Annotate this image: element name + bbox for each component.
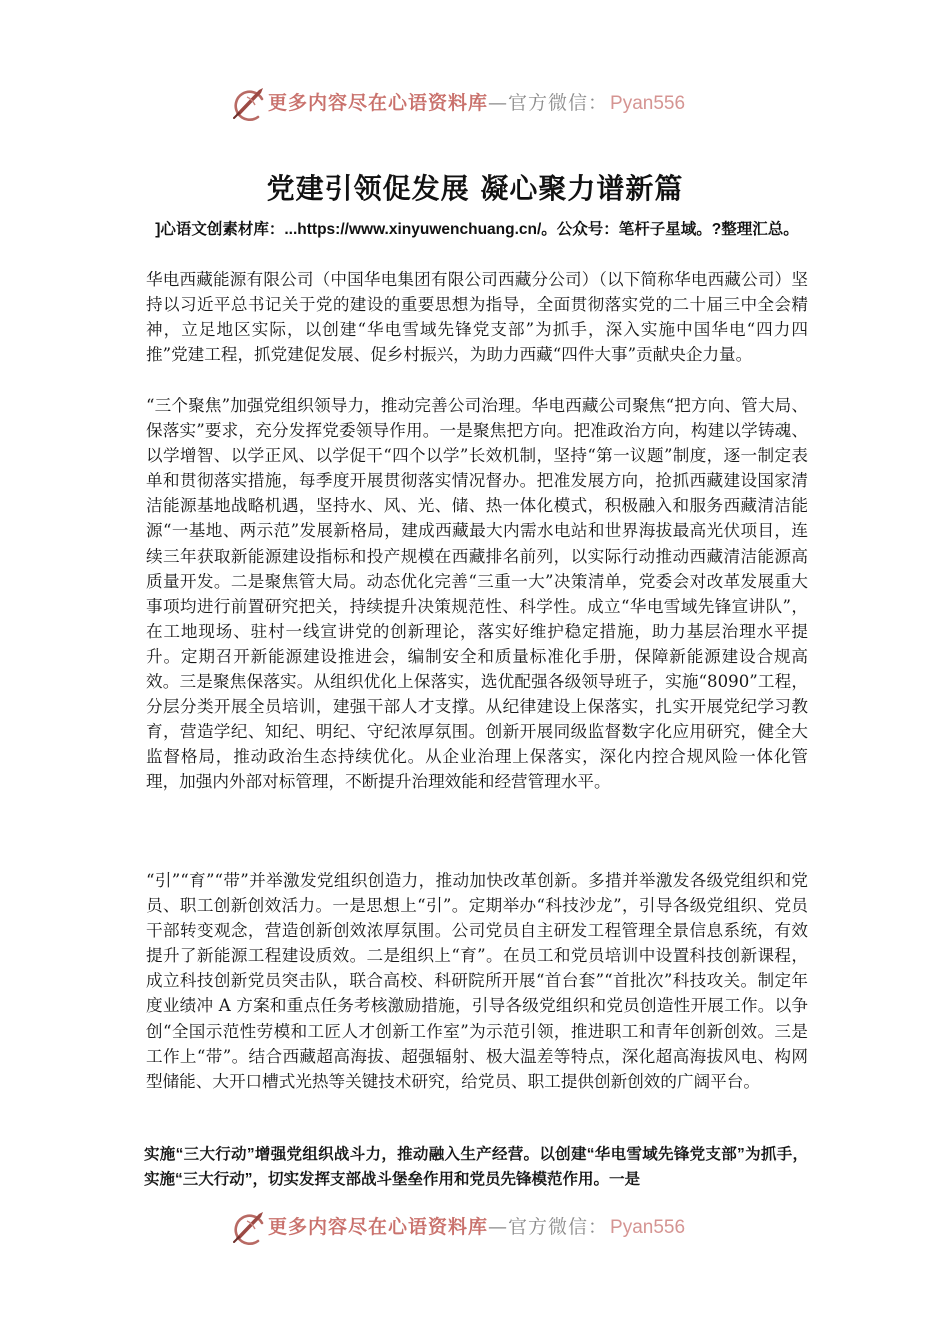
quill-logo-icon (228, 86, 268, 122)
watermark-text (268, 1215, 685, 1240)
paragraph-three-actions: 实施“三大行动”增强党组织战斗力，推动融入生产经营。以创建“华电雪域先锋党支部”为抓手，实施“三大行动”，切实发挥支部战斗堡垒作用和党员先锋模范作用。一是 (144, 1146, 808, 1188)
paragraph-innovation: “引”“育”“带”并举激发党组织创造力，推动加快改革创新。多措并举激发各级党组织和党员、职工创新创效活力。一是思想上“引”。定期举办“科技沙龙”，引导各级党组织、党员干部转变观念，营造创新创效浓厚氛围。公司党员自主研发工程管理全景信息系统，有效提升了新能源工程建设质效。二是组织上“育”。在员工和党员培训中设置科技创新课程，成立科技创新党员突击队，联合高校、科研院所开展“首台套”“首批次”科技攻关。制定年度业绩冲 A 方案和重点任务考核激励措施，引导各级党组织和党员创造性开展工作。以争创“全国示范性劳模和工匠人才创新工作室”为示范引领，推进职工和青年创新创效。三是工作上“带”。结合西藏超高海拔、超强辐射、极大温差等特点，深化超高海拔风电、构网型储能、大开口槽式光热等关键技术研究，给党员、职工提供创新创效的广阔平台。 (146, 871, 808, 1091)
paragraph-leadership: “三个聚焦”加强党组织领导力，推动完善公司治理。华电西藏公司聚焦“把方向、管大局、保落实”要求，充分发挥党委领导作用。一是聚焦把方向。把准政治方向，构建以学铸魂、以学增智、以学正风、以学促干“四个以学”长效机制，坚持“第一议题”制度，逐一制定表单和贯彻落实措施，每季度开展贯彻落实情况督办。把准发展方向，抢抓西藏建设国家清洁能源基地战略机遇，坚持水、风、光、储、热一体化模式，积极融入和服务西藏清洁能源“一基地、两示范”发展新格局，建成西藏最大内需水电站和世界海拔最高光伏项目，连续三年获取新能源建设指标和投产规模在西藏排名前列，以实际行动推动西藏清洁能源高质量开发。二是聚焦管大局。动态优化完善“三重一大”决策清单，党委会对改革发展重大事项均进行前置研究把关，持续提升决策规范性、科学性。成立“华电雪域先锋宣讲队”，在工地现场、驻村一线宣讲党的创新理论，落实好维护稳定措施，助力基层治理水平提升。定期召开新能源建设推进会，编制安全和质量标准化手册，保障新能源建设合规高效。三是聚焦保落实。从组织优化上保落实，选优配强各级领导班子，实施“8090”工程，分层分类开展全员培训，建强干部人才支撑。从纪律建设上保落实，扎实开展党纪学习教育，营造学纪、知纪、明纪、守纪浓厚氛围。创新开展同级监督数字化应用研究，健全大监督格局，推动政治生态持续优化。从企业治理上保落实，深化内控合规风险一体化管理，加强内外部对标管理，不断提升治理效能和经营管理水平。 (146, 396, 808, 792)
watermark-main: 更多内容尽在心语资料库 (268, 92, 489, 114)
watermark-text (268, 91, 685, 116)
watermark-wechat-label: 官方微信： (508, 1216, 609, 1238)
footer-watermark (228, 1208, 728, 1248)
paragraph-intro: 华电西藏能源有限公司（中国华电集团有限公司西藏分公司）（以下简称华电西藏公司）坚持以习近平总书记关于党的建设的重要思想为指导，全面贯彻落实党的二十届三中全会精神，立足地区实际，以创建“华电雪域先锋党支部”为抓手，深入实施中国华电“四力四推”党建工程，抓党建促发展、促乡村振兴，为助力西藏“四件大事”贡献央企力量。 (146, 270, 808, 365)
watermark-wechat-handle: Pyan556 (610, 93, 686, 114)
watermark-main: 更多内容尽在心语资料库 (268, 1216, 489, 1238)
watermark-separator: — (488, 92, 509, 114)
watermark-wechat-handle: Pyan556 (610, 1217, 686, 1238)
watermark-wechat-label: 官方微信： (508, 92, 609, 114)
header-watermark (228, 84, 728, 124)
source-line: ]心语文创素材库：...https://www.xinyuwenchuang.cn/。公众号：笔杆子星域。?整理汇总。 (155, 221, 799, 238)
document-title: 党建引领促发展 凝心聚力谱新篇 (266, 171, 684, 205)
watermark-separator: — (488, 1216, 509, 1238)
quill-logo-icon (228, 1210, 268, 1246)
